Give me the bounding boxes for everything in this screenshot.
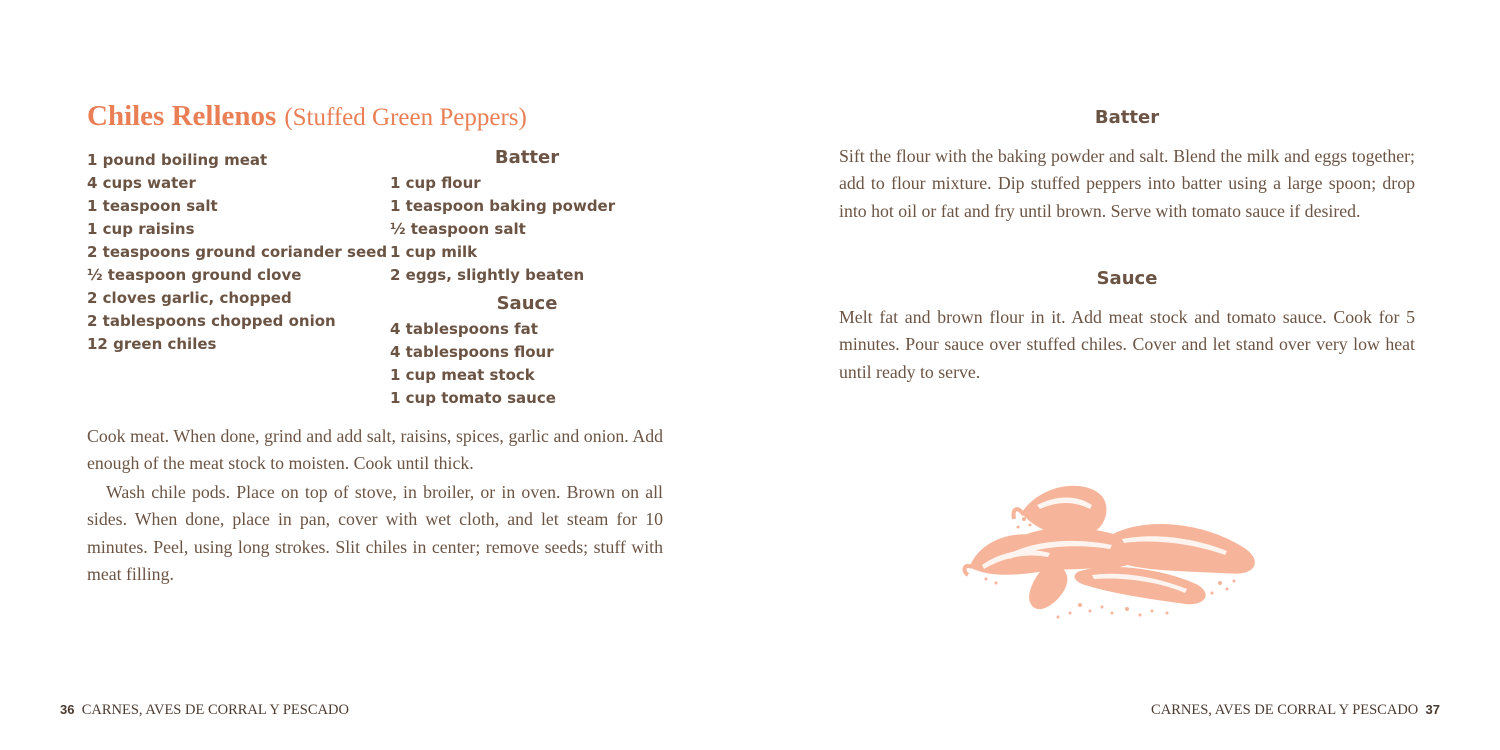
ingredients-main-list [87, 149, 387, 356]
ingredient-item: 1 pound boiling meat [87, 151, 268, 169]
left-page-footer [60, 702, 349, 719]
ingredient-item: 4 cups water [87, 174, 196, 192]
batter-method-heading: Batter [1094, 107, 1160, 128]
ingredient-item: 2 cloves garlic, chopped [87, 289, 292, 307]
ingredient-item: 2 tablespoons chopped onion [87, 312, 336, 330]
chile-prep-paragraph: Wash chile pods. Place on top of stove, in broiler, or in oven. Brown on all sides. When done, place in pan, cover with wet cloth, and let steam for 10 minutes. Peel, using long strokes. Slit chiles in center; remove seeds; stuff with meat filling. [87, 482, 663, 584]
batter-method-paragraph: Sift the flour with the baking powder and salt. Blend the milk and eggs together; add to flour mixture. Dip stuffed peppers into batter using a large spoon; drop into hot oil or fat and fry until brown. Serve with tomato sauce if desired. [839, 146, 1415, 221]
ingredient-item: 1 teaspoon baking powder [390, 197, 616, 215]
page-number: 36 [60, 702, 75, 717]
ingredient-item: 1 cup tomato sauce [390, 389, 556, 407]
ingredient-item: 2 eggs, slightly beaten [390, 266, 585, 284]
green-chiles-illustration-icon [962, 475, 1262, 625]
ingredient-item: 4 tablespoons fat [390, 320, 538, 338]
section-name: CARNES, AVES DE CORRAL Y PESCADO [1151, 702, 1419, 718]
recipe-title [87, 96, 527, 133]
recipe-title-subtitle: (Stuffed Green Peppers) [284, 104, 527, 131]
ingredient-item: 1 cup flour [390, 174, 481, 192]
ingredient-item: 12 green chiles [87, 335, 217, 353]
ingredient-item: 2 teaspoons ground coriander seed [87, 243, 388, 261]
batter-ingredients-list [390, 172, 615, 287]
right-page-footer [1151, 702, 1440, 719]
ingredient-item: 1 cup meat stock [390, 366, 535, 384]
filling-instructions-paragraph: Cook meat. When done, grind and add salt, raisins, spices, garlic and onion. Add enough of the meat stock to moisten. Cook until thick. [87, 426, 663, 474]
batter-ingredients-heading: Batter [494, 147, 560, 168]
ingredient-item: ½ teaspoon ground clove [87, 266, 302, 284]
recipe-title-main: Chiles Rellenos [87, 100, 277, 132]
sauce-ingredients-heading: Sauce [496, 293, 558, 314]
ingredient-item: ½ teaspoon salt [390, 220, 526, 238]
page-number: 37 [1425, 702, 1440, 717]
sauce-method-paragraph: Melt fat and brown flour in it. Add meat stock and tomato sauce. Cook for 5 minutes. Pour sauce over stuffed chiles. Cover and let stand over very low heat until ready to serve. [839, 307, 1415, 382]
ingredient-item: 1 teaspoon salt [87, 197, 218, 215]
ingredient-item: 4 tablespoons flour [390, 343, 554, 361]
ingredient-item: 1 cup raisins [87, 220, 195, 238]
ingredient-item: 1 cup milk [390, 243, 478, 261]
section-name: CARNES, AVES DE CORRAL Y PESCADO [81, 702, 349, 718]
sauce-method-heading: Sauce [1096, 268, 1158, 289]
sauce-ingredients-list [390, 318, 556, 410]
